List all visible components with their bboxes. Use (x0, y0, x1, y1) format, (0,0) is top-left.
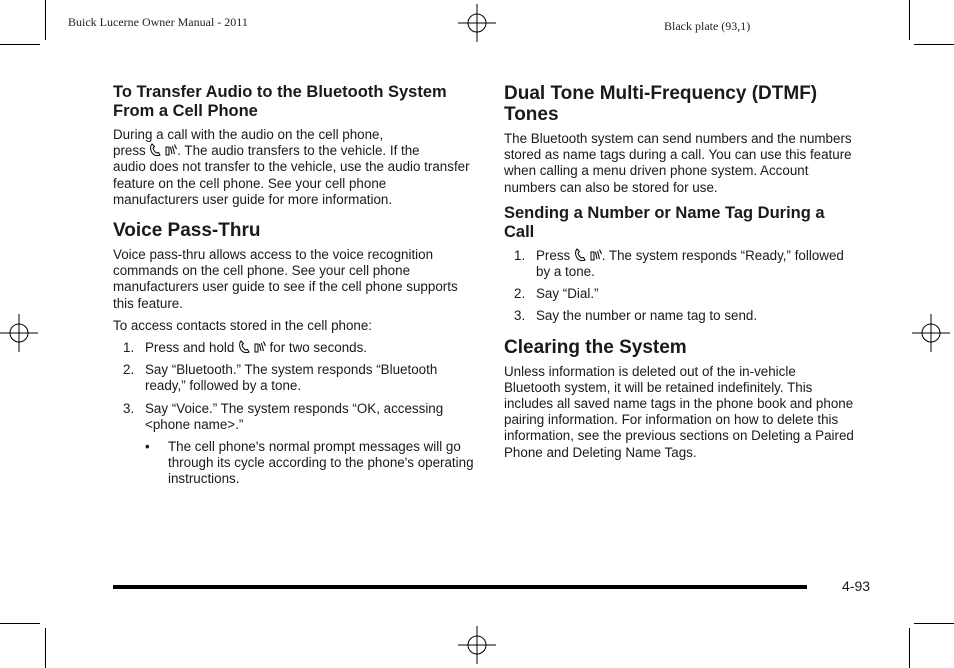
registration-mark (912, 314, 950, 352)
step-number: 1. (123, 340, 135, 356)
crop-mark (0, 44, 40, 45)
step-number: 2. (514, 286, 526, 302)
crop-mark (909, 628, 910, 668)
registration-mark (458, 4, 496, 42)
access-contacts-paragraph: To access contacts stored in the cell phone: (113, 317, 373, 333)
crop-mark (0, 623, 40, 624)
transfer-audio-heading: To Transfer Audio to the Bluetooth System From a Cell Phone (113, 83, 447, 120)
transfer-line1: During a call with the audio on the cell phone, (113, 127, 384, 142)
dtmf-paragraph: The Bluetooth system can send numbers and the numbers stored as name tags during a call. You can use this feature when calling a menu driven phone system. Account numbers can also be stored for use. (504, 131, 852, 195)
step-number: 1. (514, 247, 526, 263)
step-text: Press and hold (145, 340, 235, 356)
crop-mark (45, 628, 46, 668)
list-item (113, 401, 475, 488)
voice-pass-thru-paragraph: Voice pass-thru allows access to the voice recognition commands on the cell phone. See your cell phone manufacturers user guide to see if the cell phone supports this feature. (113, 247, 458, 311)
crop-mark (909, 0, 910, 40)
crop-mark (45, 0, 46, 40)
voice-steps-list (113, 340, 475, 488)
phone-handset-icon (149, 143, 161, 157)
step-number: 3. (123, 400, 135, 416)
step-text: Say “Dial.” (536, 286, 599, 302)
list-item (113, 340, 475, 356)
voice-speaker-icon (254, 340, 266, 354)
bullet-item (145, 439, 475, 488)
transfer-after-icon: . The audio transfers to the vehicle. If the (177, 143, 420, 159)
right-column (504, 83, 854, 467)
clearing-system-heading: Clearing the System (504, 336, 687, 358)
step-text: for two seconds. (269, 340, 368, 356)
step-number: 2. (123, 362, 135, 378)
list-item (504, 248, 854, 280)
list-item (504, 308, 854, 324)
step-text: Say the number or name tag to send. (536, 308, 758, 324)
crop-mark (914, 44, 954, 45)
phone-handset-icon (238, 340, 250, 354)
transfer-audio-paragraph (113, 127, 475, 208)
crop-mark (914, 623, 954, 624)
dtmf-heading: Dual Tone Multi-Frequency (DTMF) Tones (504, 83, 818, 125)
bullet-text: The cell phone's normal prompt messages will go through its cycle according to the phone's operating instructions. (168, 439, 474, 487)
registration-mark (458, 626, 496, 664)
page-number: 4-93 (842, 578, 871, 594)
voice-speaker-icon (590, 248, 602, 262)
step-text: Say “Voice.” The system responds “OK, accessing <phone name>.” (145, 400, 444, 432)
step-text: Press (536, 247, 571, 263)
sending-steps-list (504, 248, 854, 325)
phone-handset-icon (574, 248, 586, 262)
list-item (504, 286, 854, 302)
footer-rule (113, 585, 807, 589)
bullet-list (145, 439, 475, 488)
left-column (113, 83, 475, 494)
registration-mark (0, 314, 38, 352)
voice-speaker-icon (165, 143, 177, 157)
list-item (113, 362, 475, 394)
header-plate: Black plate (93,1) (664, 19, 751, 33)
clearing-system-paragraph: Unless information is deleted out of the in-vehicle Bluetooth system, it will be retained indefinitely. This includes all saved name tags in the phone book and phone pairing information. For information on how to delete this information, see the previous sections on Deleting a Paired Phone and Deleting Name Tags. (504, 363, 854, 460)
voice-pass-thru-heading: Voice Pass-Thru (113, 220, 261, 242)
sending-number-heading: Sending a Number or Name Tag During a Call (504, 203, 825, 241)
step-text: . The system responds “Ready,” followed by a tone. (536, 247, 844, 280)
transfer-rest: audio does not transfer to the vehicle, use the audio transfer feature on the cell phone. See your cell phone manufacturers user guide for more information. (113, 159, 470, 207)
step-text: Say “Bluetooth.” The system responds “Bluetooth ready,” followed by a tone. (145, 362, 438, 394)
bullet-mark: • (145, 439, 150, 455)
step-number: 3. (514, 308, 526, 324)
transfer-press: press (113, 143, 146, 159)
header-title: Buick Lucerne Owner Manual - 2011 (68, 15, 248, 29)
